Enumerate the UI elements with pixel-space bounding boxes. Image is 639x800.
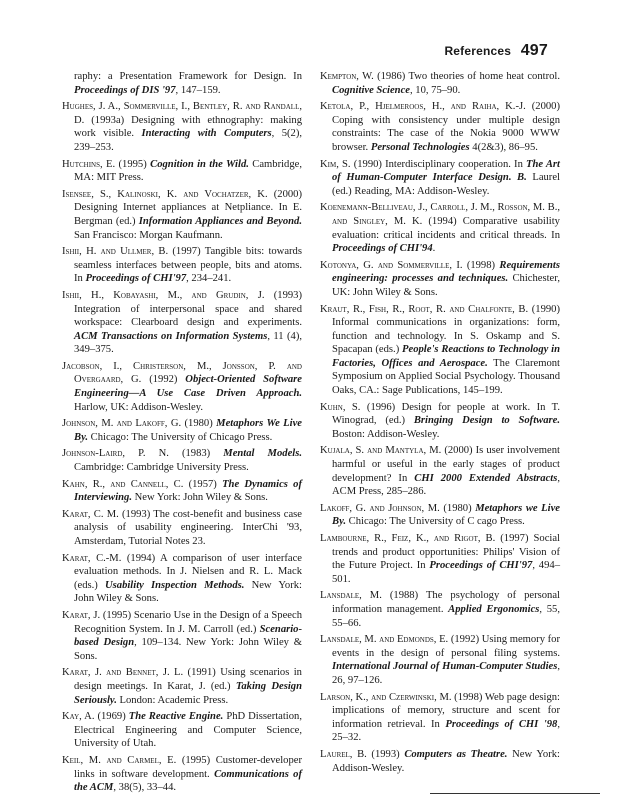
reference-text: (1983)	[168, 448, 224, 460]
reference-text: (1998)	[462, 259, 500, 271]
reference-details: , 11 (4), 349–375.	[74, 330, 302, 356]
reference-authors: Jacobson, I., Christerson, M., Jonsson, P. and Overgaard, G.	[62, 360, 302, 386]
reference-authors: Kay, A.	[62, 711, 95, 723]
reference-details: , ACM Press, 285–286.	[332, 472, 561, 498]
reference-text: (1998) Web page design: implications of memory, structure and scent for information retrieval. In	[332, 691, 560, 730]
reference-authors: Kraut, R., Fish, R., Root, R. and Chalfonte, B.	[320, 303, 529, 315]
reference-details: PhD Dissertation, Electrical Engineering and Computer Science, University of Utah.	[74, 711, 302, 750]
reference-text: (1980)	[439, 502, 476, 514]
reference-text: raphy: a Presentation Framework for Design. In	[74, 71, 302, 82]
reference-details: Boston: Addison-Wesley.	[332, 428, 440, 440]
reference-title: Computers as Theatre.	[404, 748, 508, 760]
reference-title: Proceedings of CHI'97	[85, 273, 187, 285]
reference-authors: Lakoff, G. and Johnson, M.	[320, 502, 440, 514]
reference-title: The Reactive Engine.	[128, 711, 224, 723]
reference-title: Proceedings of CHI'94	[332, 243, 433, 255]
reference-entry	[62, 360, 302, 414]
reference-text: (1969)	[94, 711, 129, 723]
reference-text: (1995) Customer-developer links in software development.	[74, 754, 302, 780]
reference-title: Proceedings of CHI '98	[445, 718, 558, 730]
reference-entry	[320, 633, 560, 687]
reference-details: , 494–501.	[332, 560, 560, 585]
reference-text: (1995) Scenario Use in the Design of a Speech Recognition System. In J. M. Carroll (ed.)	[74, 609, 302, 635]
reference-authors: Kahn, R., and Cannell, C.	[62, 478, 184, 490]
reference-entry	[320, 444, 560, 498]
reference-authors: Kim, S.	[320, 158, 351, 170]
reference-title: ACM Transactions on Information Systems	[74, 330, 268, 342]
reference-text: (1994) Comparative usability evaluation: critical incidents and critical threads. In	[332, 215, 560, 241]
reference-text: (1992)	[141, 374, 186, 386]
reference-text: (1991) Using scenarios in design meetings. In Karat, J. (ed.)	[74, 667, 302, 692]
footer-rule	[430, 793, 600, 794]
references-left-column	[62, 70, 302, 798]
reference-authors: Lansdale, M. and Edmonds, E.	[320, 634, 449, 646]
reference-title: Taking Design Seriously.	[74, 680, 302, 706]
reference-details: Chichester, UK: John Wiley & Sons.	[332, 273, 560, 298]
reference-authors: Lambourne, R., Feiz, K., and Rigot, B.	[320, 533, 496, 544]
reference-entry	[320, 201, 560, 255]
reference-authors: Kempton, W.	[320, 71, 374, 82]
reference-details: San Francisco: Morgan Kaufmann.	[74, 229, 223, 241]
reference-entry	[62, 710, 302, 751]
reference-entry	[62, 552, 302, 606]
reference-entry	[320, 303, 560, 398]
reference-authors: Isensee, S., Kalinoski, K. and Vochatzer, K.	[62, 188, 268, 200]
reference-details: Harlow, UK: Addison-Wesley.	[74, 401, 203, 413]
reference-details: , 147–159.	[175, 84, 221, 96]
reference-authors: Karat, J. and Bennet, J. L.	[62, 667, 184, 679]
reference-authors: Laurel, B.	[320, 748, 367, 760]
reference-title: CHI 2000 Extended Abstracts	[414, 472, 558, 484]
reference-details: , 10, 75–90.	[409, 84, 461, 96]
reference-details: , 25–32.	[332, 718, 560, 744]
reference-text: (1997) Tangible bits: towards seamless interfaces between people, bits and atoms. In	[74, 246, 302, 285]
reference-details: 4(2&3), 86–95.	[469, 141, 538, 153]
reference-text: (1990) Informal communications in organizations: form, function and technology. In S. Oskamp and S. Spacapan (eds.)	[332, 303, 560, 356]
reference-entry	[320, 401, 560, 442]
reference-entry	[62, 447, 302, 474]
reference-text: (1994) A comparison of user interface evaluation methods. In J. Nielsen and R. L. Mack (eds.)	[74, 552, 303, 591]
reference-details: The Claremont Symposium on Applied Social Psychology. Thousand Oaks, CA.: Sage Publications, 145–199.	[332, 357, 560, 397]
reference-details: New York: John Wiley & Sons.	[131, 492, 268, 504]
reference-text: (1996) Design for people at work. In T. Winograd, (ed.)	[332, 401, 560, 427]
reference-details: Chicago: The University of C cago Press.	[346, 516, 525, 528]
reference-authors: Kuhn, S.	[320, 401, 361, 413]
reference-authors: Hutchins, E.	[62, 158, 116, 170]
reference-details: Cambridge, MA: MIT Press.	[74, 158, 302, 184]
reference-entry	[320, 100, 560, 154]
reference-entry	[62, 666, 302, 707]
reference-title: Metaphors we Live By.	[332, 502, 560, 528]
reference-text: (1993) The cost-benefit and business case analysis of usability engineering. InterChi '93, Amsterdam, Tutorial Notes 23.	[74, 508, 302, 547]
reference-title: Mental Models.	[223, 448, 302, 460]
reference-authors: Keil, M. and Carmel, E.	[62, 754, 177, 766]
reference-details: , 5(2), 239–253.	[74, 128, 302, 153]
reference-text: (1992) Using memory for events in the design of personal filing systems.	[332, 634, 561, 659]
reference-entry	[320, 589, 560, 630]
reference-entry	[320, 70, 560, 97]
reference-entry	[62, 158, 302, 185]
reference-text: (1957)	[183, 478, 223, 490]
reference-authors: Koenemann-Belliveau, J., Carroll, J. M., Rosson, M. B., and Singley, M. K.	[320, 202, 560, 227]
reference-title: Scenario-based Design	[74, 623, 302, 649]
reference-entry	[62, 609, 302, 663]
reference-authors: Ishii, H., Kobayashi, M., and Grudin, J.	[62, 289, 265, 301]
reference-text: (1990) Interdisciplinary cooperation. In	[350, 158, 527, 170]
reference-title: Metaphors We Live By.	[74, 418, 302, 443]
reference-authors: Karat, C.-M.	[62, 552, 122, 564]
reference-details: Cambridge: Cambridge University Press.	[74, 462, 249, 474]
reference-title: Cognition in the Wild.	[150, 158, 249, 170]
reference-entry	[62, 188, 302, 242]
reference-authors: Hughes, J. A., Sommerville, I., Bentley, R. and Randall, D.	[62, 101, 302, 126]
reference-entry	[62, 508, 302, 549]
reference-details: , 26, 97–126.	[332, 661, 560, 686]
reference-entry	[62, 289, 302, 357]
reference-authors: Kotonya, G. and Sommerville, I.	[320, 259, 463, 271]
section-title: References	[444, 44, 512, 58]
reference-details: Laurel (ed.) Reading, MA: Addison-Wesley.	[332, 172, 560, 197]
reference-text: (1995)	[115, 158, 151, 170]
reference-text: (1988) The psychology of personal information management.	[332, 590, 560, 615]
reference-details: , 234–241.	[186, 273, 232, 285]
reference-authors: Johnson-Laird, P. N.	[62, 448, 169, 460]
reference-text: (2000) Coping with consistency under multiple design constraints: The case of the Nokia 9000 WWW browser.	[332, 101, 560, 153]
reference-text: (1993a) Designing with ethnography: making work visible.	[74, 114, 302, 140]
reference-entry	[62, 245, 302, 286]
reference-text: (1980)	[181, 418, 217, 430]
reference-entry	[320, 502, 560, 529]
reference-title: Proceedings of DIS '97	[74, 84, 176, 96]
page-number: 497	[520, 42, 548, 59]
reference-authors: Johnson, M. and Lakoff, G.	[62, 418, 182, 430]
reference-text: (2000) Is user involvement harmful or useful in the early stages of product development? In	[332, 445, 560, 484]
reference-details: New York: John Wiley & Sons.	[74, 579, 302, 605]
reference-title: Proceedings of CHI'97	[429, 560, 533, 572]
reference-entry	[320, 259, 560, 300]
reference-title: Requirements engineering: processes and techniques.	[332, 259, 560, 285]
reference-authors: Larson, K., and Czerwinski, M.	[320, 691, 452, 703]
reference-details: , 55, 55–66.	[332, 603, 560, 629]
reference-details: .	[432, 243, 436, 255]
reference-title: Applied Ergonomics	[448, 603, 540, 615]
reference-authors: Ishii, H. and Ullmer, B.	[62, 246, 169, 258]
reference-entry	[62, 100, 302, 154]
reference-details: , 109–134. New York: John Wiley & Sons.	[74, 637, 302, 662]
reference-title: Bringing Design to Software.	[413, 415, 560, 427]
reference-title: Communications of the ACM	[74, 768, 302, 794]
reference-authors: Ketola, P., Hjelmeroos, H., and Raiha, K.-J.	[320, 101, 526, 113]
reference-text: (2000) Designing Internet appliances at Netpliance. In E. Bergman (ed.)	[74, 188, 302, 227]
reference-text: (1986) Two theories of home heat control.	[373, 71, 560, 82]
reference-title: Information Appliances and Beyond.	[138, 215, 302, 227]
references-right-column	[320, 70, 560, 778]
reference-text: (1993) Integration of interpersonal space and shared workspace: Clearboard design and experiments.	[74, 289, 302, 329]
reference-entry	[62, 70, 302, 97]
reference-details: London: Academic Press.	[116, 694, 229, 706]
reference-title: International Journal of Human-Computer Studies	[332, 661, 558, 673]
reference-title: Object-Oriented Software Engineering—A Use Case Driven Approach.	[74, 374, 303, 400]
reference-authors: Lansdale, M.	[320, 590, 382, 602]
reference-authors: Karat, C. M.	[62, 508, 119, 520]
reference-authors: Kujala, S. and Mantyla, M.	[320, 445, 442, 457]
reference-authors: Karat, J.	[62, 609, 101, 621]
running-header	[444, 42, 548, 60]
reference-entry	[320, 158, 560, 199]
reference-text: (1997) Social trends and product opportunities: Philips' Vision of the Future Project. In	[332, 533, 560, 572]
reference-title: The Dynamics of Interviewing.	[74, 478, 302, 504]
reference-entry	[320, 691, 560, 745]
reference-title: Cognitive Science	[332, 84, 410, 96]
reference-title: People's Reactions to Technology in Factories, Offices and Aerospace.	[332, 344, 560, 369]
reference-entry	[62, 417, 302, 444]
reference-title: Interacting with Computers	[141, 128, 272, 140]
reference-details: New York: Addison-Wesley.	[332, 748, 560, 774]
reference-title: Personal Technologies	[370, 141, 470, 153]
reference-details: , 38(5), 33–44.	[113, 782, 177, 794]
reference-title: The Art of Human-Computer Interface Design. B.	[332, 158, 561, 184]
reference-entry	[62, 754, 302, 795]
reference-details: Chicago: The University of Chicago Press.	[88, 431, 273, 443]
reference-entry	[320, 748, 560, 775]
reference-entry	[62, 478, 302, 505]
reference-text: (1993)	[366, 748, 405, 760]
reference-title: Usability Inspection Methods.	[105, 579, 245, 591]
reference-entry	[320, 532, 560, 586]
